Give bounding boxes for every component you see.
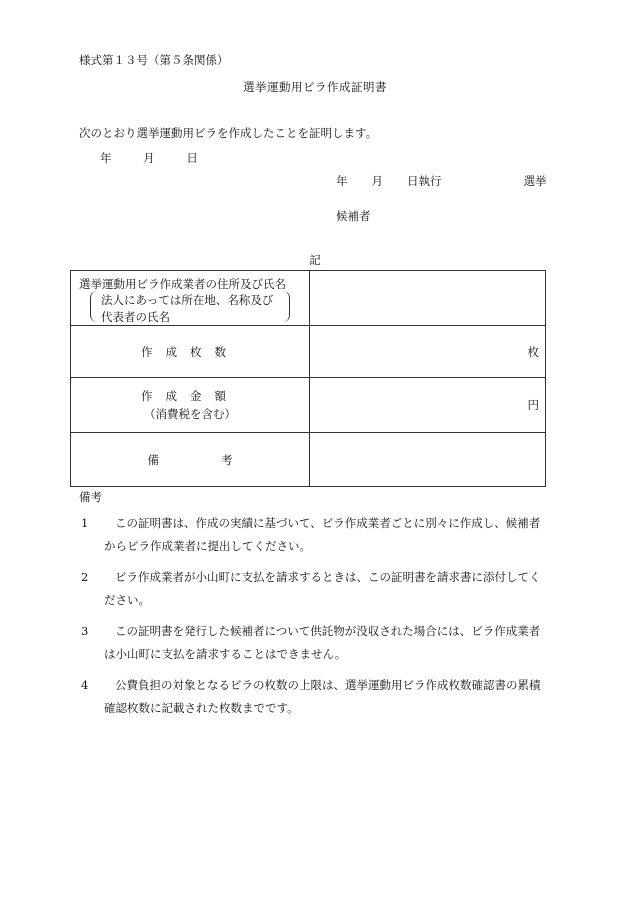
vendor-label-cell	[71, 271, 310, 326]
date-day: 日	[186, 151, 198, 165]
document-title: 選挙運動用ビラ作成証明書	[243, 80, 387, 94]
remarks-label-b: 考	[221, 452, 233, 467]
issue-date	[100, 150, 226, 166]
election-line	[336, 173, 547, 189]
election-day: 日執行	[407, 174, 442, 188]
vendor-value-cell	[310, 271, 546, 326]
note-number: 4	[81, 678, 89, 692]
remarks-value-cell	[310, 433, 546, 487]
date-month: 月	[143, 151, 155, 165]
amount-unit: 円	[310, 378, 546, 433]
table-row	[71, 271, 546, 326]
count-label: 作成枚数	[71, 326, 310, 378]
table-row	[71, 433, 546, 487]
count-unit: 枚	[310, 326, 546, 378]
notes-heading: 備考	[79, 490, 102, 504]
certification-statement: 次のとおり選挙運動用ビラを作成したことを証明します。	[79, 126, 378, 140]
remarks-label-cell	[71, 433, 310, 487]
bracket-line-2: 代表者の氏名	[101, 310, 170, 324]
note-item	[79, 512, 547, 558]
ki-heading: 記	[309, 253, 321, 267]
notes-list	[79, 512, 547, 728]
amount-label-cell	[71, 378, 310, 433]
bracket-line-1: 法人にあっては所在地、名称及び	[101, 293, 274, 307]
form-number: 様式第１３号（第５条関係）	[79, 53, 229, 67]
note-number: 1	[81, 516, 89, 530]
note-text: この証明書は、作成の実績に基づいて、ビラ作成業者ごとに別々に作成し、候補者からビラ作成業者に提出してください。	[104, 516, 541, 553]
table-row	[71, 326, 546, 378]
note-item	[79, 620, 547, 666]
table-row	[71, 378, 546, 433]
amount-sub-label: （消費税を含む）	[144, 407, 236, 421]
note-number: 3	[81, 624, 89, 638]
vendor-label: 選挙運動用ビラ作成業者の住所及び氏名	[79, 277, 286, 291]
election-month: 月	[371, 174, 383, 188]
note-item	[79, 674, 547, 720]
note-text: ビラ作成業者が小山町に支払を請求するときは、この証明書を請求書に添付してください。	[104, 570, 541, 607]
remarks-label-a: 備	[147, 452, 159, 467]
certification-table	[70, 270, 546, 487]
note-text: 公費負担の対象となるビラの枚数の上限は、選挙運動用ビラ作成枚数確認書の累積確認枚数に記載された枚数までです。	[104, 678, 541, 715]
note-item	[79, 566, 547, 612]
date-year: 年	[100, 151, 112, 165]
amount-label: 作成金額	[141, 389, 239, 403]
candidate-label: 候補者	[336, 209, 371, 223]
election-suffix: 選挙	[523, 174, 547, 188]
note-text: この証明書を発行した候補者について供託物が没収された場合には、ビラ作成業者は小山町に支払を請求することはできません。	[104, 624, 541, 661]
note-number: 2	[81, 570, 89, 584]
election-year: 年	[336, 174, 348, 188]
